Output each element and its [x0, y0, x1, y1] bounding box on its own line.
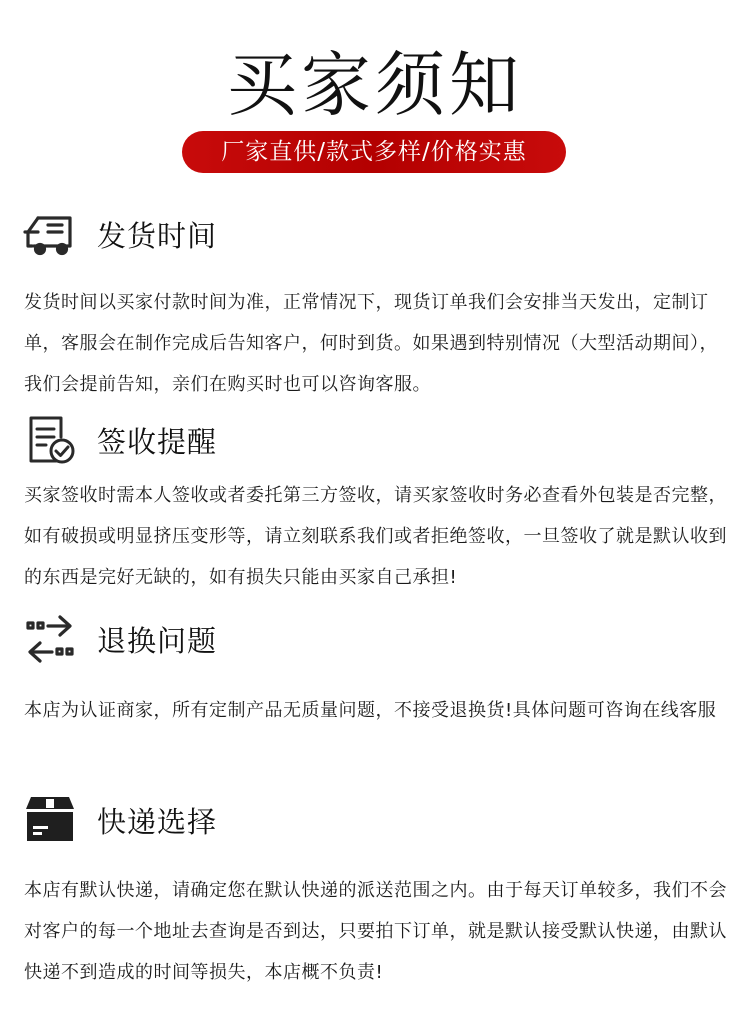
section-body-exchange: 本店为认证商家，所有定制产品无质量问题，不接受退换货!具体问题可咨询在线客服	[24, 700, 717, 721]
section-title-exchange: 退换问题	[97, 624, 218, 658]
section-title-receipt: 签收提醒	[97, 425, 218, 459]
section-body-courier: 本店有默认快递，请确定您在默认快递的派送范围之内。由于每天订单较多，我们不会对客户的每一个地址去查询是否到达，只要拍下订单，就是默认接受默认快递，由默认快递不到造成的时间等损失，本店概不负责!	[24, 880, 727, 983]
section-title-courier: 快递选择	[97, 805, 218, 839]
page-title: 买家须知	[227, 44, 523, 126]
tagline-badge: 厂家直供/款式多样/价格实惠	[182, 131, 566, 173]
section-body-receipt: 买家签收时需本人签收或者委托第三方签收，请买家签收时务必查看外包装是否完整，如有破损或明显挤压变形等，请立刻联系我们或者拒绝签收，一旦签收了就是默认收到的东西是完好无缺的，如有损失只能由买家自己承担!	[24, 485, 727, 588]
exchange-arrows-icon	[22, 612, 78, 668]
section-body-shipping: 发货时间以买家付款时间为准，正常情况下，现货订单我们会安排当天发出，定制订单，客服会在制作完成后告知客户，何时到货。如果遇到特别情况（大型活动期间），我们会提前告知，亲们在购买时也可以咨询客服。	[24, 292, 718, 395]
section-title-shipping: 发货时间	[97, 219, 218, 253]
checked-document-icon	[22, 413, 78, 469]
package-box-icon	[22, 793, 78, 849]
delivery-truck-icon	[22, 208, 78, 264]
